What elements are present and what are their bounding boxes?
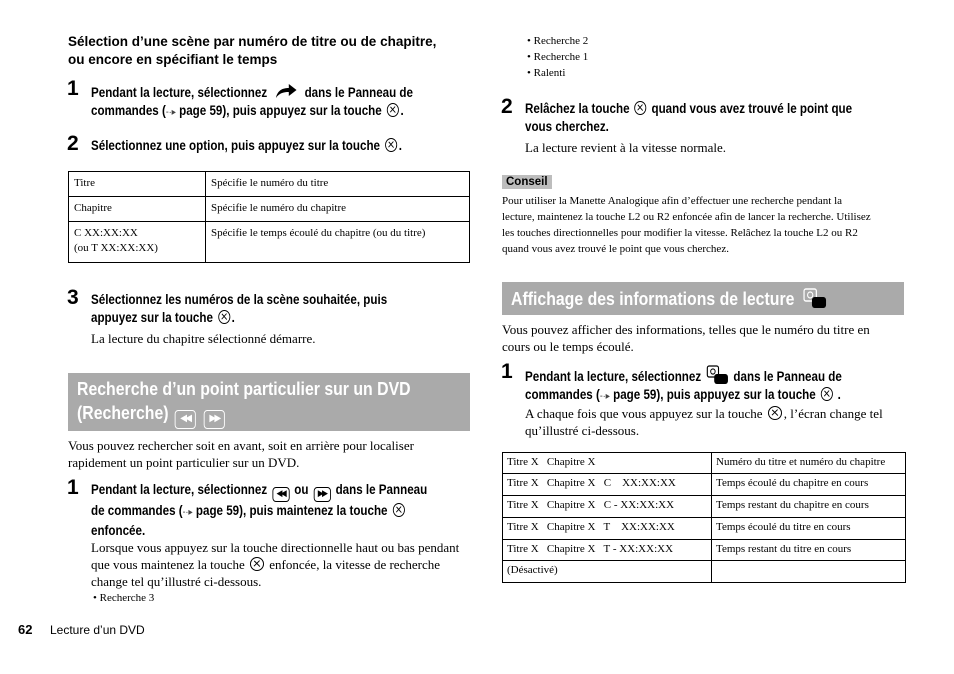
info-display-icon	[706, 365, 728, 385]
cross-button-icon	[634, 101, 646, 115]
table-row	[503, 540, 906, 561]
cross-button-icon	[218, 310, 230, 324]
list-item: • Recherche 3	[93, 592, 155, 604]
step-number: 1	[67, 77, 79, 100]
step-text: Relâchez la touche quand vous avez trouvé le point que vous cherchez.	[525, 101, 853, 134]
table-row	[503, 453, 906, 474]
table-cell: (Désactivé)	[503, 561, 712, 583]
cross-button-icon	[392, 503, 404, 517]
section-banner: Recherche d’un point particulier sur un DVD (Recherche) ◀◀ ▶▶	[68, 373, 470, 431]
table-cell: Titre X Chapitre X T XX:XX:XX	[503, 518, 712, 540]
table-row	[503, 474, 906, 496]
table-cell: C XX:XX:XX (ou T XX:XX:XX)	[69, 222, 206, 263]
rewind-icon: ◀◀	[175, 410, 196, 429]
conseil-text: Pour utiliser la Manette Analogique afin d’effectuer une recherche pendant la lecture, maintenez la touche L2 ou R2 enfoncée afin de lancer la recherche. Utilisez les touches directionnelles pour modifier la vitesse. Relâchez la touche L2 ou R2 quand vous avez trouvé le point que vous cherchez.	[502, 195, 871, 255]
cross-button-icon	[387, 103, 399, 117]
table-row	[503, 561, 906, 583]
list-item: • Ralenti	[527, 67, 566, 79]
step-text: Pendant la lecture, sélectionnez dans le Panneau de commandes (-·▸ page 59), puis appuyez sur la touche .	[91, 82, 413, 122]
table-cell: Spécifie le temps écoulé du chapitre (ou du titre)	[206, 222, 470, 263]
table-cell: Chapitre	[69, 197, 206, 222]
list-item: • Recherche 1	[527, 51, 589, 63]
step-number: 1	[67, 476, 79, 499]
intro-text: Vous pouvez afficher des informations, telles que le numéro du titre en cours ou le temps écoulé.	[502, 322, 870, 354]
table-cell: Spécifie le numéro du chapitre	[206, 197, 470, 222]
rewind-icon: ◀◀	[272, 487, 289, 502]
info-display-icon	[802, 286, 828, 310]
list-item: • Recherche 2	[527, 35, 589, 47]
go-to-arrow-icon	[274, 82, 298, 100]
step-text: Pendant la lecture, sélectionnez ◀◀ ou ▶▶ dans le Panneau de commandes (-·▸ page 59), puis maintenez la touche enfoncée.	[91, 482, 428, 538]
section-heading: Sélection d’une scène par numéro de titre ou de chapitre, ou encore en spécifiant le temps	[68, 34, 437, 67]
fast-forward-icon: ▶▶	[313, 487, 330, 502]
conseil-label: Conseil	[502, 175, 552, 189]
table-row	[69, 197, 470, 222]
table-cell: Titre X Chapitre X C - XX:XX:XX	[503, 496, 712, 518]
step-number: 3	[67, 286, 79, 309]
cross-button-icon	[250, 557, 264, 571]
table-cell: Titre X Chapitre X C XX:XX:XX	[503, 474, 712, 496]
step-number: 2	[501, 95, 513, 118]
table-row	[503, 518, 906, 540]
table-cell: Temps restant du titre en cours	[712, 540, 906, 561]
section-banner: Affichage des informations de lecture	[502, 282, 904, 315]
step-number: 1	[501, 360, 513, 383]
step-note: La lecture du chapitre sélectionné démarre.	[91, 331, 316, 346]
step-text: Sélectionnez une option, puis appuyez sur la touche .	[91, 138, 402, 153]
table-row	[69, 222, 470, 263]
cross-button-icon	[821, 387, 833, 401]
search-options-table	[68, 171, 470, 263]
table-cell: Numéro du titre et numéro du chapitre	[712, 453, 906, 474]
step-note: La lecture revient à la vitesse normale.	[525, 140, 727, 155]
display-info-table	[502, 452, 906, 583]
table-cell: Titre	[69, 172, 206, 197]
table-cell: Temps restant du chapitre en cours	[712, 496, 906, 518]
table-cell: Temps écoulé du chapitre en cours	[712, 474, 906, 496]
intro-text: Vous pouvez rechercher soit en avant, soit en arrière pour localiser rapidement un point particulier sur un DVD.	[68, 438, 414, 470]
link-arrow-icon: -·▸	[182, 507, 193, 518]
step-text: Sélectionnez les numéros de la scène souhaitée, puis appuyez sur la touche .	[91, 292, 388, 325]
page-number: 62	[18, 622, 33, 637]
table-cell: Temps écoulé du titre en cours	[712, 518, 906, 540]
step-text: Pendant la lecture, sélectionnez dans le Panneau de commandes (-·▸ page 59), puis appuyez sur la touche .	[525, 365, 842, 406]
table-cell: Spécifie le numéro du titre	[206, 172, 470, 197]
step-number: 2	[67, 132, 79, 155]
table-cell	[712, 561, 906, 583]
step-note: Lorsque vous appuyez sur la touche directionnelle haut ou bas pendant que vous maintenez la touche enfoncée, la vitesse de recherche change tel qu’illustré ci-dessous.	[91, 540, 460, 589]
link-arrow-icon: -·▸	[165, 107, 176, 118]
table-cell: Titre X Chapitre X	[503, 453, 712, 474]
cross-button-icon	[768, 406, 782, 420]
table-cell: Titre X Chapitre X T - XX:XX:XX	[503, 540, 712, 561]
table-row	[503, 496, 906, 518]
link-arrow-icon: -·▸	[599, 391, 610, 402]
table-row	[69, 172, 470, 197]
cross-button-icon	[385, 138, 397, 152]
step-note: A chaque fois que vous appuyez sur la touche , l’écran change tel qu’illustré ci-dessous.	[525, 406, 883, 438]
fast-forward-icon: ▶▶	[204, 410, 225, 429]
footer-section: Lecture d’un DVD	[50, 623, 145, 637]
